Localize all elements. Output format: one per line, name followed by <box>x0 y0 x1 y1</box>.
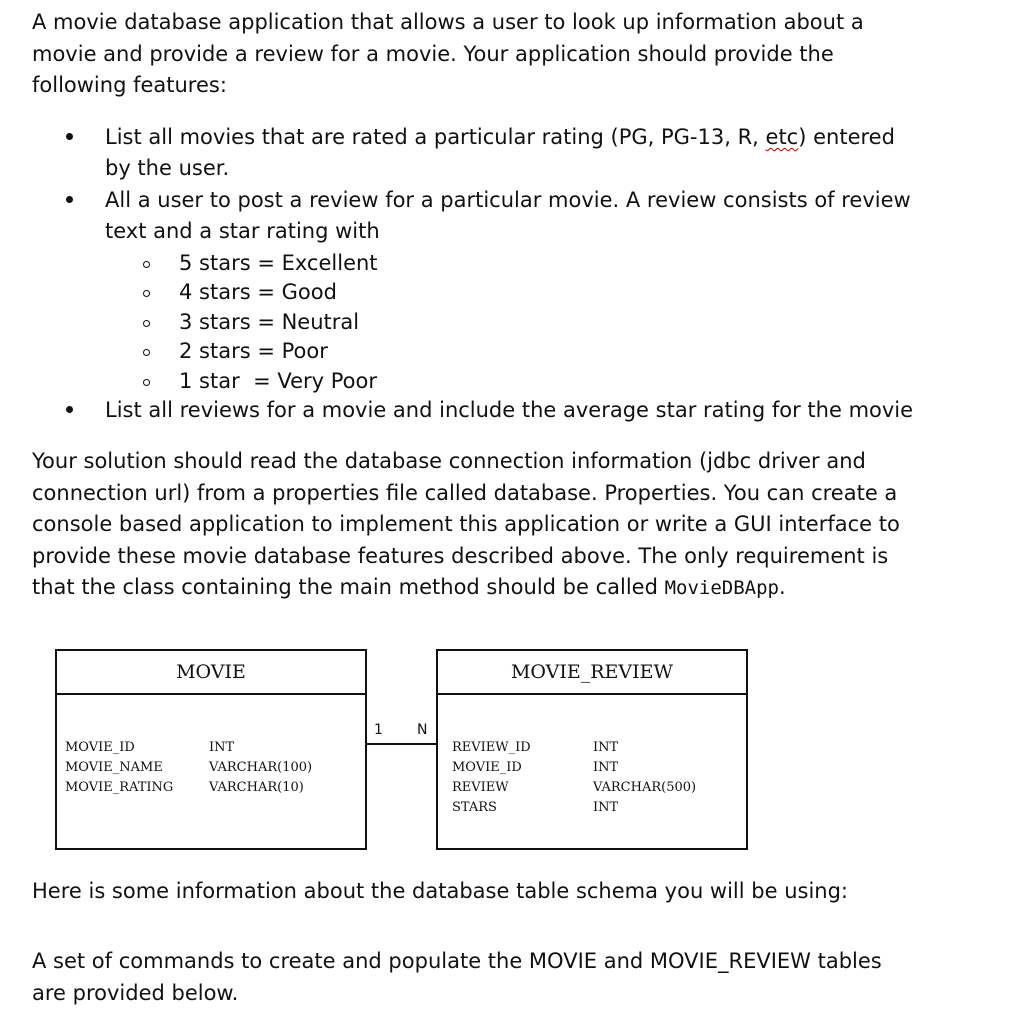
bullet-icon <box>66 196 73 203</box>
feature-rating-filter-line1: List all movies that are rated a particular rating (PG, PG-13, R, etc) entered <box>105 125 895 149</box>
commands-line: are provided below. <box>32 980 239 1005</box>
solution-line: provide these movie database features described above. The only requirement is <box>32 543 889 568</box>
feature-list-reviews: List all reviews for a movie and include the average star rating for the movie <box>105 398 914 422</box>
commands-paragraph <box>32 946 992 1009</box>
feature-rating-filter-line2: by the user. <box>105 156 230 180</box>
sub-bullet-icon <box>143 349 150 356</box>
erd-table-title: MOVIE_REVIEW <box>438 651 746 695</box>
schema-note: Here is some information about the database table schema you will be using: <box>32 879 849 903</box>
star-scale-item: 1 star = Very Poor <box>179 369 377 393</box>
class-name-code: MovieDBApp <box>664 577 779 599</box>
star-scale-item: 2 stars = Poor <box>179 339 328 363</box>
intro-paragraph <box>32 7 992 102</box>
solution-line: connection url) from a properties file called database. Properties. You can create a <box>32 480 898 505</box>
feature-post-review-line1: All a user to post a review for a particular movie. A review consists of review <box>105 188 911 212</box>
star-scale-item: 3 stars = Neutral <box>179 310 360 334</box>
relationship-line <box>367 743 436 745</box>
solution-line: console based application to implement this application or write a GUI interface to <box>32 512 900 536</box>
commands-line: A set of commands to create and populate the MOVIE and MOVIE_REVIEW tables <box>32 949 882 973</box>
erd-table-movie-review: MOVIE_REVIEW REVIEW_ID INT MOVIE_ID INT REVIEW VARCHAR(500) STARS INT <box>436 649 748 850</box>
bullet-icon <box>66 406 73 413</box>
intro-line: following features: <box>32 73 227 97</box>
relationship-one-label: 1 <box>374 722 383 738</box>
spellcheck-word: etc <box>765 125 799 149</box>
sub-bullet-icon <box>143 290 150 297</box>
star-scale-item: 4 stars = Good <box>179 280 337 304</box>
sub-bullet-icon <box>143 379 150 386</box>
sub-bullet-icon <box>143 320 150 327</box>
sub-bullet-icon <box>143 261 150 268</box>
feature-post-review-line2: text and a star rating with <box>105 219 380 243</box>
star-scale-item: 5 stars = Excellent <box>179 251 378 275</box>
bullet-icon <box>66 133 73 140</box>
erd-table-title: MOVIE <box>57 651 365 695</box>
relationship-many-label: N <box>417 722 428 738</box>
intro-line: movie and provide a review for a movie. Your application should provide the <box>32 41 834 66</box>
intro-line: A movie database application that allows a user to look up information about a <box>32 10 864 34</box>
erd-table-movie: MOVIE MOVIE_ID INT MOVIE_NAME VARCHAR(100) MOVIE_RATING VARCHAR(10) <box>55 649 367 850</box>
solution-paragraph <box>32 446 992 605</box>
solution-line: Your solution should read the database connection information (jdbc driver and <box>32 449 866 473</box>
solution-line-last: that the class containing the main method should be called MovieDBApp. <box>32 575 786 599</box>
